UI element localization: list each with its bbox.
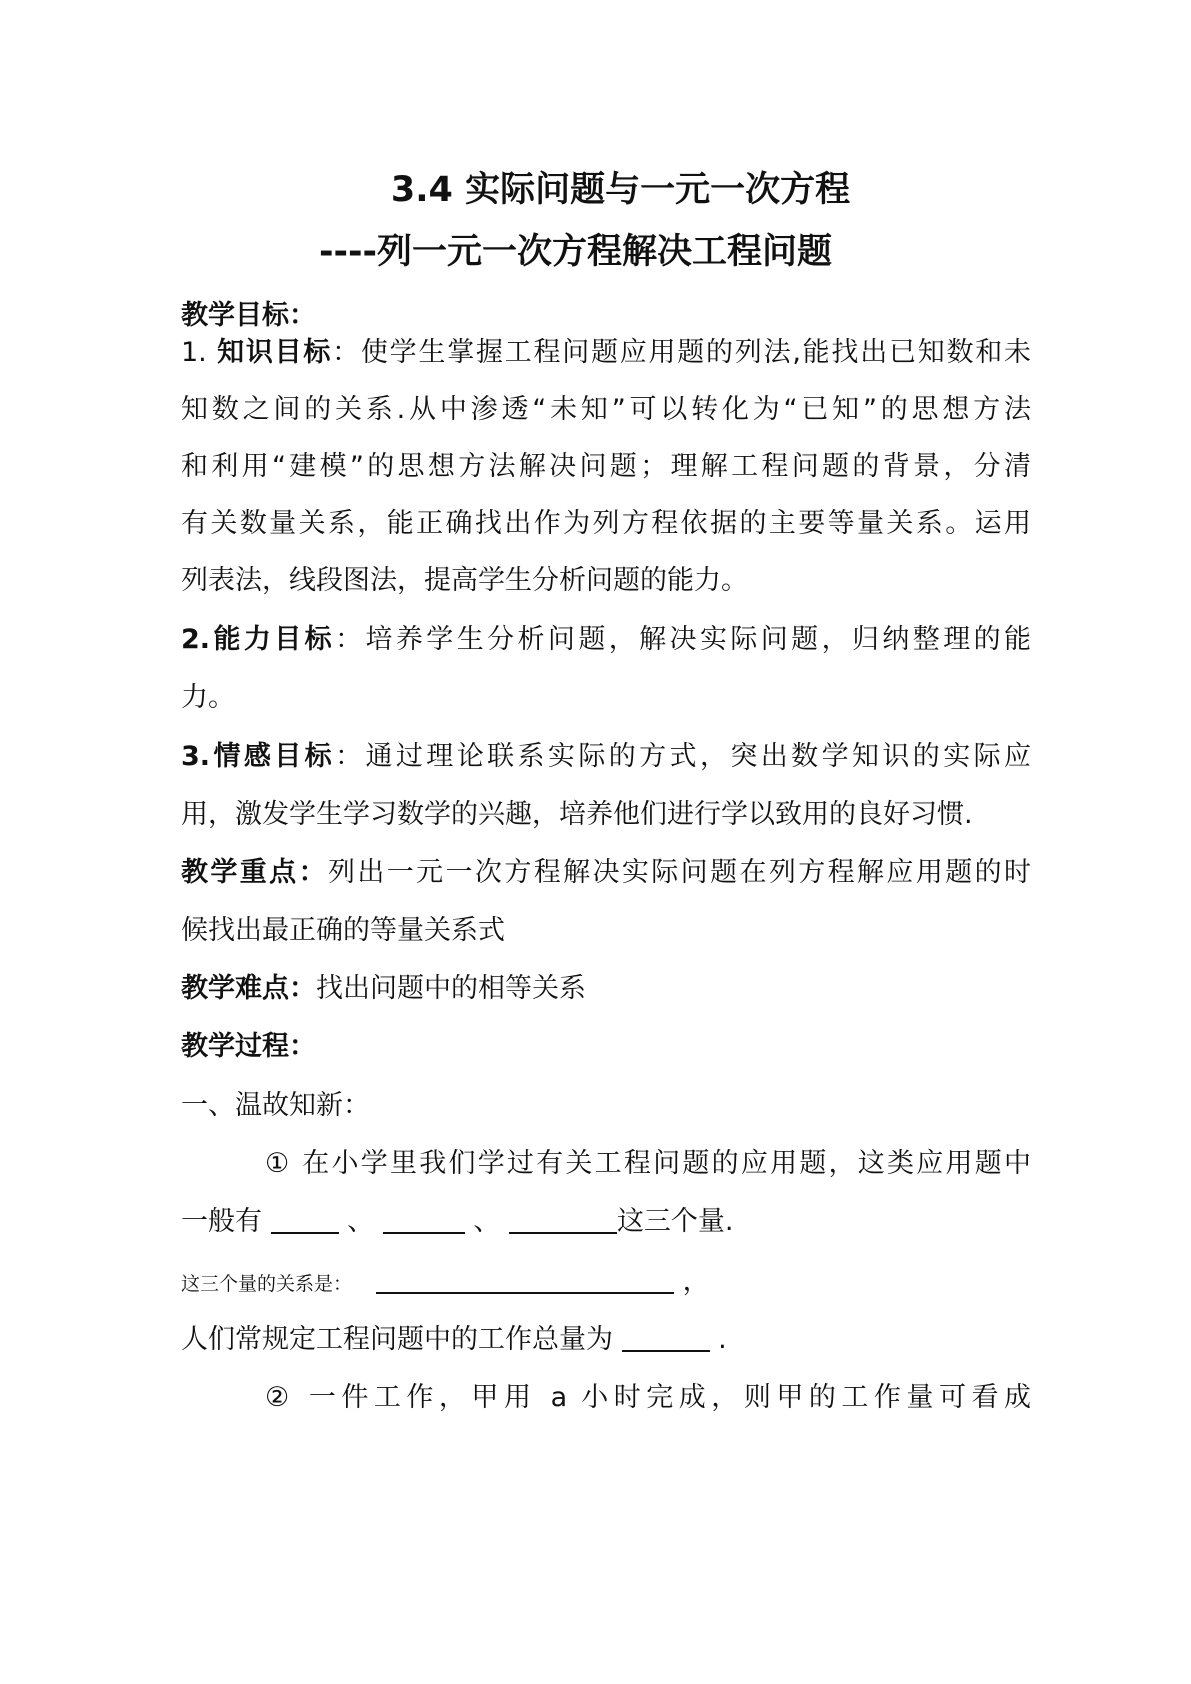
objective-emotion-line-1: 3.情感目标：通过理论联系实际的方式，突出数学知识的实际应	[181, 741, 1032, 772]
section-review-heading: 一、温故知新：	[181, 1090, 370, 1121]
answer-blank-relation[interactable]	[376, 1262, 674, 1294]
objective-emotion-line-2: 用，激发学生学习数学的兴趣，培养他们进行学以致用的良好习惯.	[181, 799, 973, 830]
relation-line: 这三个量的关系是： ，	[181, 1262, 1031, 1304]
answer-blank-3[interactable]	[509, 1202, 617, 1234]
objectives-heading: 教学目标：	[181, 300, 316, 331]
question-2-line-1: ② 一件工作，甲用 a 小时完成，则甲的工作量可看成	[265, 1382, 1031, 1413]
page-subtitle: ----列一元一次方程解决工程问题	[318, 232, 833, 272]
objective-ability-line-2: 力。	[181, 682, 235, 713]
objective-knowledge-line-4: 有关数量关系，能正确找出作为列方程依据的主要等量关系。运用	[181, 508, 1031, 539]
answer-blank-1[interactable]	[271, 1202, 339, 1234]
question-1-line-2: 一般有 、 、 这三个量.	[181, 1202, 1031, 1242]
key-point-line-1: 教学重点：列出一元一次方程解决实际问题在列方程解应用题的时	[181, 857, 1032, 888]
question-1-line-1: ① 在小学里我们学过有关工程问题的应用题，这类应用题中	[265, 1148, 1031, 1179]
objective-knowledge-line-5: 列表法，线段图法，提高学生分析问题的能力。	[181, 565, 748, 596]
objective-knowledge-line-2: 知数之间的关系.从中渗透“未知”可以转化为“已知”的思想方法	[181, 394, 1031, 425]
work-total-line: 人们常规定工程问题中的工作总量为 .	[181, 1320, 1031, 1360]
objective-knowledge-line-1: 1. 知识目标：使学生掌握工程问题应用题的列法,能找出已知数和未	[181, 337, 1031, 368]
answer-blank-total[interactable]	[622, 1320, 710, 1352]
page-title: 3.4 实际问题与一元一次方程	[390, 170, 851, 210]
answer-blank-2[interactable]	[383, 1202, 465, 1234]
process-heading: 教学过程：	[181, 1031, 316, 1062]
difficulty-line: 教学难点：找出问题中的相等关系	[181, 973, 586, 1004]
objective-ability-line-1: 2.能力目标：培养学生分析问题，解决实际问题，归纳整理的能	[181, 624, 1032, 655]
objective-knowledge-line-3: 和利用“建模”的思想方法解决问题；理解工程问题的背景，分清	[181, 451, 1031, 482]
key-point-line-2: 候找出最正确的等量关系式	[181, 915, 505, 946]
